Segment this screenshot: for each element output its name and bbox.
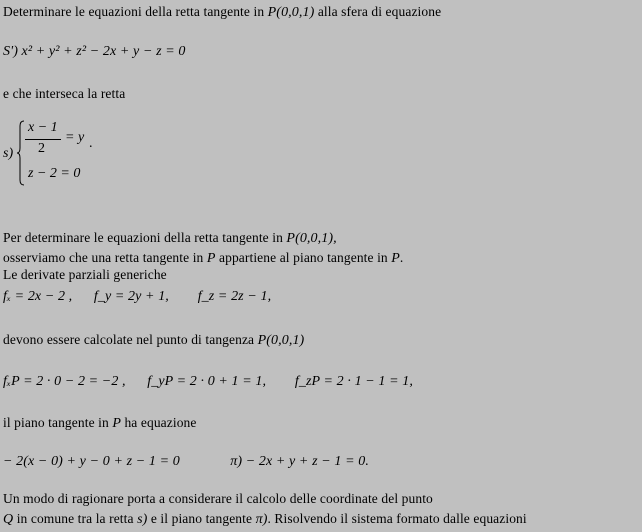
- text: il piano tangente in: [3, 415, 113, 430]
- symbol-p: P: [112, 416, 121, 431]
- reasoning-line-2: [3, 511, 527, 528]
- text: appartiene al piano tangente in: [215, 250, 392, 265]
- text: ha equazione: [120, 415, 197, 430]
- fraction-denominator: 2: [38, 141, 45, 156]
- text: Determinare le equazioni della retta tangente in: [3, 4, 268, 19]
- text: .: [399, 250, 404, 265]
- text: alla sfera di equazione: [314, 4, 442, 19]
- symbol-q: Q: [3, 512, 14, 527]
- text: e il piano tangente: [147, 511, 256, 526]
- point-p: P(0,0,1): [257, 333, 305, 348]
- curly-brace-icon: [17, 120, 25, 186]
- evaluated-derivatives: fₓP = 2 · 0 − 2 = −2 , f_yP = 2 · 0 + 1 = 1, f_zP = 2 · 1 − 1 = 1,: [3, 374, 413, 389]
- solution-line-2: [3, 250, 403, 267]
- second-equation: z − 2 = 0: [28, 166, 81, 181]
- fraction-numerator: x − 1: [28, 120, 58, 135]
- tangent-plane-equation: − 2(x − 0) + y − 0 + z − 1 = 0 π) − 2x + y + z − 1 = 0.: [3, 454, 369, 469]
- partial-derivatives-intro: Le derivate parziali generiche: [3, 267, 167, 282]
- text: devono essere calcolate nel punto di tangenza: [3, 332, 258, 347]
- sphere-equation: S') x² + y² + z² − 2x + y − z = 0: [3, 44, 186, 59]
- text: . Risolvendo il sistema formato dalle equazioni: [267, 511, 527, 526]
- solution-line-1: [3, 230, 337, 247]
- symbol-pi: π): [255, 512, 268, 527]
- symbol-s: s): [137, 512, 148, 527]
- text: Per determinare le equazioni della retta tangente in: [3, 230, 287, 245]
- fraction-bar: [25, 139, 61, 140]
- problem-statement-line: [3, 4, 441, 21]
- symbol-p: P: [391, 251, 400, 266]
- partial-derivatives: fₓ = 2x − 2 , f_y = 2y + 1, f_z = 2z − 1,: [3, 289, 272, 304]
- evaluation-intro: [3, 332, 304, 349]
- fraction-rhs: = y: [65, 130, 85, 145]
- symbol-p: P: [206, 251, 216, 266]
- reasoning-line-1: Un modo di ragionare porta a considerare il calcolo delle coordinate del punto: [3, 491, 433, 506]
- point-p: P(0,0,1),: [286, 231, 337, 246]
- system-label: s): [3, 146, 14, 161]
- text: osserviamo che una retta tangente in: [3, 250, 207, 265]
- text: in comune tra la retta: [13, 511, 138, 526]
- tangent-plane-intro: [3, 415, 197, 432]
- line-s-system: [3, 118, 123, 190]
- period: .: [89, 136, 93, 151]
- point-p: P(0,0,1): [267, 5, 315, 20]
- line-intro: e che interseca la retta: [3, 86, 126, 101]
